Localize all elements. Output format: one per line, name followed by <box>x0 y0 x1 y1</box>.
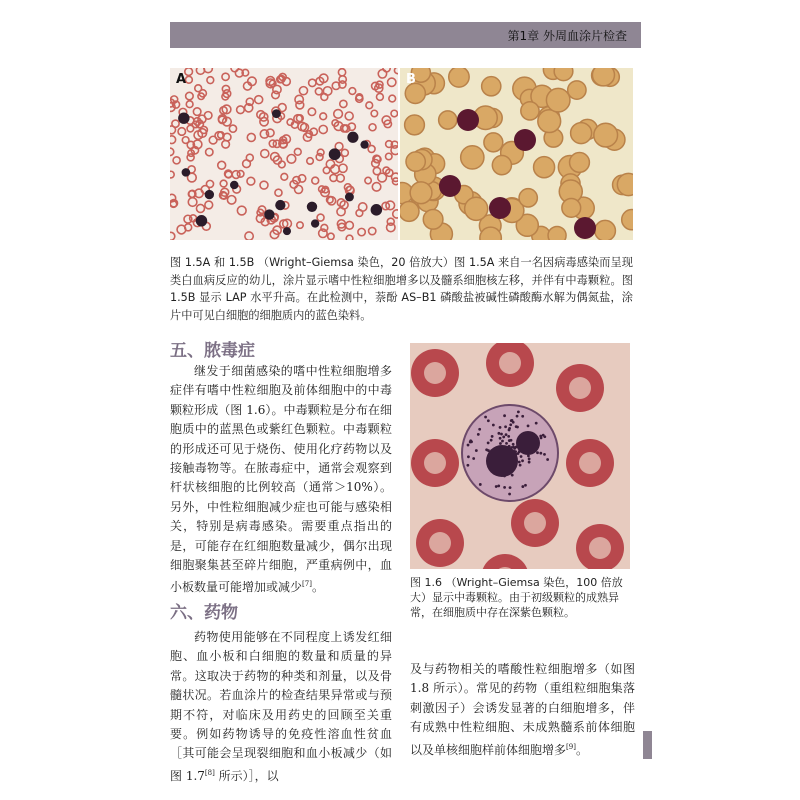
red-blood-cell <box>207 77 214 84</box>
red-blood-cell <box>206 148 213 155</box>
red-blood-cell <box>294 148 301 155</box>
red-blood-cell <box>287 154 296 163</box>
red-blood-cell <box>366 102 373 109</box>
toxic-granule <box>479 483 482 486</box>
toxic-granule <box>511 419 514 422</box>
toxic-granule <box>535 422 538 425</box>
section-6-paragraph-left: 药物使用能够在不同程度上诱发红细胞、血小板和白细胞的数量和质量的异常。这取决于药物的种类和剂量，以及骨髓状况。若血涂片的检查结果异常或与预期不符，对临床及用药史的回顾至关重要。例如药物诱导的免疫性溶血性贫血［其可能会呈现裂细胞和血小板减少（如图 1.7 <box>170 630 392 783</box>
toxic-granulation-neutrophil-illustration <box>410 343 630 569</box>
panel-b-label: B <box>406 72 416 87</box>
red-blood-cell <box>423 210 443 230</box>
red-blood-cell <box>195 85 202 92</box>
toxic-granule <box>543 435 546 438</box>
red-blood-cell <box>391 110 398 117</box>
toxic-granule <box>500 433 503 436</box>
leukocyte <box>347 132 358 143</box>
red-blood-cell <box>237 106 245 114</box>
toxic-granule <box>503 486 506 489</box>
toxic-granule <box>539 452 542 455</box>
leukocyte <box>307 202 317 212</box>
red-blood-cell <box>592 68 614 86</box>
red-blood-cell <box>622 210 633 230</box>
toxic-granule <box>499 426 502 429</box>
toxic-granule <box>475 449 478 452</box>
toxic-granule <box>528 457 531 460</box>
toxic-granule <box>508 493 511 496</box>
toxic-granule <box>509 486 512 489</box>
figure-1-5a-image <box>170 68 398 240</box>
red-blood-cell <box>297 222 303 228</box>
toxic-granule <box>536 451 539 454</box>
red-blood-cell <box>196 204 204 212</box>
section-5-number: 五、 <box>170 341 204 361</box>
red-blood-cell <box>185 76 192 83</box>
toxic-granule <box>497 432 500 435</box>
red-blood-cell <box>492 156 511 175</box>
figure-1-5b-image <box>400 68 633 240</box>
red-blood-cell <box>323 167 330 174</box>
red-blood-cell <box>334 110 343 119</box>
leukocyte <box>345 193 354 202</box>
toxic-granule <box>516 415 519 418</box>
stained-leukocyte <box>489 197 511 219</box>
toxic-granule <box>508 429 511 432</box>
toxic-granule <box>502 436 505 439</box>
red-blood-cell <box>594 123 618 147</box>
toxic-granule <box>521 415 524 418</box>
red-blood-cell <box>182 137 189 144</box>
red-blood-cell <box>232 171 240 179</box>
red-blood-cell <box>255 96 263 104</box>
red-blood-cell <box>312 177 319 184</box>
toxic-granule <box>527 424 530 427</box>
red-blood-cell <box>386 201 395 210</box>
red-blood-cell <box>369 124 376 131</box>
red-blood-cell <box>365 177 371 183</box>
red-blood-cell <box>245 232 253 240</box>
figure-1-6-image <box>410 343 630 569</box>
red-blood-cell <box>273 85 281 93</box>
red-blood-cell <box>308 108 315 115</box>
toxic-granule <box>490 439 493 442</box>
red-blood-cell <box>405 115 425 135</box>
toxic-granule <box>539 435 542 438</box>
section-6-number: 六、 <box>170 603 204 623</box>
red-blood-cell <box>247 133 255 141</box>
red-blood-cell <box>393 210 398 218</box>
red-blood-cell <box>538 110 561 133</box>
toxic-granule <box>521 459 524 462</box>
toxic-granule <box>484 416 487 419</box>
section-6-title: 药物 <box>204 603 238 623</box>
red-blood-cell <box>371 110 377 116</box>
toxic-granule <box>519 464 522 467</box>
section-5-heading <box>170 336 255 361</box>
red-blood-cell <box>340 100 347 107</box>
toxic-granule <box>499 437 502 440</box>
page-edge-tab <box>643 731 652 759</box>
toxic-granule <box>467 444 470 447</box>
toxic-granule <box>521 485 524 488</box>
red-blood-cell-pallor <box>524 512 546 534</box>
section-5-paragraph-end: 。 <box>311 580 324 595</box>
red-blood-cell <box>358 228 365 235</box>
red-blood-cell <box>319 125 327 133</box>
stained-leukocyte <box>457 109 479 131</box>
red-blood-cell <box>231 68 238 72</box>
red-blood-cell <box>519 189 537 207</box>
toxic-granule <box>546 458 549 461</box>
red-blood-cell <box>170 136 176 144</box>
toxic-granule <box>516 426 519 429</box>
red-blood-cell <box>465 197 488 220</box>
red-blood-cell <box>369 227 376 234</box>
section-5-title: 脓毒症 <box>204 341 255 361</box>
citation-9: [9] <box>566 742 576 751</box>
red-blood-cell <box>595 220 616 240</box>
red-blood-cell <box>206 180 213 187</box>
red-blood-cell <box>295 95 303 103</box>
leukocyte <box>275 200 285 210</box>
red-blood-cell <box>387 218 394 225</box>
red-blood-cell <box>345 112 353 120</box>
toxic-granule <box>472 457 475 460</box>
red-blood-cell <box>406 152 425 171</box>
red-blood-cell <box>295 185 303 193</box>
figure-1-5-caption: 图 1.5A 和 1.5B （Wright–Giemsa 染色，20 倍放大）图 1.5A 来自一名因病毒感染而呈现类白血病反应的幼儿，涂片显示嗜中性粒细胞增多以及髓系细胞核左移，并伴有中毒颗粒。图 1.5B 显示 LAP 水平升高。在此检测中，萘酚 AS–B1 磷酸盐被碱性磷酸酶水解为偶氮盐，涂片中可见白细胞的细胞质内的蓝色染料。 <box>170 256 633 322</box>
toxic-granule <box>492 424 495 427</box>
red-blood-cell <box>546 88 570 112</box>
red-blood-cell <box>229 125 236 132</box>
red-blood-cell <box>521 102 539 120</box>
red-blood-cell-pallor <box>499 352 521 374</box>
toxic-granule <box>518 461 521 464</box>
leukocyte <box>360 141 368 149</box>
red-blood-cell <box>331 165 340 174</box>
toxic-granule <box>497 484 500 487</box>
toxic-granule <box>495 485 498 488</box>
red-blood-cell <box>275 189 282 196</box>
red-blood-cell <box>178 128 186 136</box>
toxic-granule <box>469 441 472 444</box>
toxic-granule <box>503 414 506 417</box>
red-blood-cell <box>246 154 253 161</box>
red-blood-cell <box>170 232 175 240</box>
red-blood-cell <box>481 554 529 569</box>
leukocyte <box>371 204 383 216</box>
red-blood-cell <box>316 154 323 161</box>
red-blood-cell <box>193 108 201 116</box>
red-blood-cell <box>315 88 322 95</box>
red-blood-cell <box>261 150 269 158</box>
toxic-granule <box>517 410 520 413</box>
red-blood-cell <box>186 101 193 108</box>
red-blood-cell <box>617 173 633 195</box>
red-blood-cell <box>323 87 331 95</box>
citation-7: [7] <box>302 580 312 589</box>
red-blood-cell <box>346 221 354 229</box>
red-blood-cell <box>317 214 324 221</box>
toxic-granule <box>477 433 480 436</box>
red-blood-cell-pallor <box>589 537 611 559</box>
red-blood-cell <box>570 152 590 172</box>
red-blood-cell <box>568 81 586 99</box>
red-blood-cell <box>439 111 457 129</box>
leukocyte <box>329 148 341 160</box>
red-blood-cell-pallor <box>424 362 446 384</box>
red-blood-cell <box>321 224 328 231</box>
section-6-paragraph-right-end: 。 <box>575 742 588 757</box>
leukocyte <box>272 109 281 118</box>
leukocyte <box>283 227 291 235</box>
stained-leukocyte <box>439 175 461 197</box>
red-blood-cell <box>170 126 175 134</box>
leukocyte <box>178 112 189 123</box>
neutrophil-nucleus <box>516 431 540 455</box>
red-blood-cell <box>222 73 229 80</box>
red-blood-cell <box>389 95 396 102</box>
red-blood-cell <box>218 161 226 169</box>
red-blood-cell <box>227 196 235 204</box>
toxic-granule <box>478 428 481 431</box>
blood-smear-a-illustration <box>170 68 398 240</box>
red-blood-cell <box>482 77 501 96</box>
blood-smear-b-illustration <box>400 68 633 240</box>
citation-8: [8] <box>204 768 215 777</box>
red-blood-cell <box>410 182 432 204</box>
toxic-granule <box>505 433 508 436</box>
red-blood-cell <box>400 202 419 222</box>
red-blood-cell <box>378 173 387 182</box>
section-6-heading <box>170 598 238 623</box>
red-blood-cell <box>272 91 280 99</box>
red-blood-cell-pallor <box>579 452 601 474</box>
red-blood-cell <box>484 133 503 152</box>
leukocyte <box>311 219 319 227</box>
panel-a-label: A <box>176 72 187 87</box>
red-blood-cell <box>260 181 268 189</box>
red-blood-cell <box>461 146 484 169</box>
toxic-granule <box>511 474 514 477</box>
toxic-granule <box>520 455 523 458</box>
toxic-granule <box>467 455 470 458</box>
red-blood-cell <box>188 198 197 207</box>
red-blood-cell <box>378 70 386 78</box>
chapter-title: 第1章 外周血涂片检查 <box>507 29 627 43</box>
red-blood-cell <box>173 157 180 164</box>
toxic-granule <box>504 425 507 428</box>
red-blood-cell <box>307 158 314 165</box>
red-blood-cell <box>388 78 396 86</box>
toxic-granule <box>499 442 502 445</box>
toxic-granule <box>505 442 508 445</box>
red-blood-cell <box>562 198 581 217</box>
section-6-body-right <box>410 660 635 760</box>
red-blood-cell <box>372 183 380 191</box>
red-blood-cell <box>394 68 398 74</box>
red-blood-cell <box>247 177 255 185</box>
section-5-paragraph: 继发于细菌感染的嗜中性粒细胞增多症伴有嗜中性粒细胞及前体细胞中的中毒颗粒形成（图 1.6）。中毒颗粒是分布在细胞质中的蓝黑色或紫红色颗粒。中毒颗粒的形成还可见于烧伤、使用化疗药物以及接触毒物等。在脓毒症中，通常会观察到杆状核细胞的比例较高（通常＞10%）。另外，中性粒细胞减少症也可能与感染相关，特别是病毒感染。需要重点指出的是，可能存在红细胞数量减少，偶尔出现细胞聚集甚至碎片细胞，严重病例中，血小板数量可能增加或减少 <box>170 364 392 595</box>
red-blood-cell <box>341 149 348 156</box>
red-blood-cell <box>220 180 227 187</box>
red-blood-cell <box>554 68 573 81</box>
red-blood-cell <box>338 69 345 76</box>
red-blood-cell <box>299 87 307 95</box>
section-5-body <box>170 362 392 598</box>
red-blood-cell <box>534 157 555 178</box>
red-blood-cell <box>548 226 566 240</box>
red-blood-cell <box>281 173 288 180</box>
toxic-granule <box>512 443 515 446</box>
toxic-granule <box>543 453 546 456</box>
section-6-paragraph-left-end: 所示）］，以 <box>214 768 279 783</box>
toxic-granule <box>501 440 504 443</box>
red-blood-cell <box>449 68 469 87</box>
toxic-granule <box>524 484 527 487</box>
red-blood-cell-pallor <box>569 377 591 399</box>
red-blood-cell <box>186 92 194 100</box>
toxic-granule <box>466 464 469 467</box>
section-6-paragraph-right: 及与药物相关的嗜酸性粒细胞增多（如图 1.8 所示）。常见的药物（重组粒细胞集落刺激因子）会诱发显著的白细胞增多，伴有成熟中性粒细胞、未成熟髓系前体细胞以及单核细胞样前体细胞增多 <box>410 662 635 757</box>
stained-leukocyte <box>574 217 596 239</box>
leukocyte <box>264 209 274 219</box>
red-blood-cell <box>205 201 213 209</box>
red-blood-cell <box>349 88 356 95</box>
stained-leukocyte <box>514 129 536 151</box>
red-blood-cell <box>328 233 334 239</box>
red-blood-cell <box>170 171 174 178</box>
red-blood-cell <box>359 203 367 211</box>
red-blood-cell <box>237 206 246 215</box>
leukocyte <box>205 190 214 199</box>
red-blood-cell <box>376 93 383 100</box>
leukocyte <box>196 215 207 226</box>
leukocyte <box>182 168 191 177</box>
toxic-granule <box>528 461 531 464</box>
toxic-granule <box>510 439 513 442</box>
red-blood-cell <box>571 123 592 144</box>
red-blood-cell-pallor <box>424 452 446 474</box>
toxic-granule <box>487 419 490 422</box>
chapter-header-bar <box>170 22 641 48</box>
red-blood-cell <box>386 153 392 159</box>
red-blood-cell <box>170 148 174 156</box>
red-blood-cell <box>309 79 316 86</box>
toxic-granule <box>507 435 510 438</box>
red-blood-cell <box>346 235 353 240</box>
toxic-granule <box>491 435 494 438</box>
toxic-granule <box>509 423 512 426</box>
section-6-body-left <box>170 628 392 786</box>
neutrophil-nucleus <box>486 445 518 477</box>
leukocyte <box>230 181 238 189</box>
red-blood-cell <box>320 113 327 120</box>
toxic-granule <box>487 441 490 444</box>
figure-1-6-caption: 图 1.6 （Wright–Giemsa 染色，100 倍放大）显示中毒颗粒。由于初级颗粒的成熟异常，在细胞质中存在深紫色颗粒。 <box>410 576 623 619</box>
red-blood-cell-pallor <box>429 532 451 554</box>
